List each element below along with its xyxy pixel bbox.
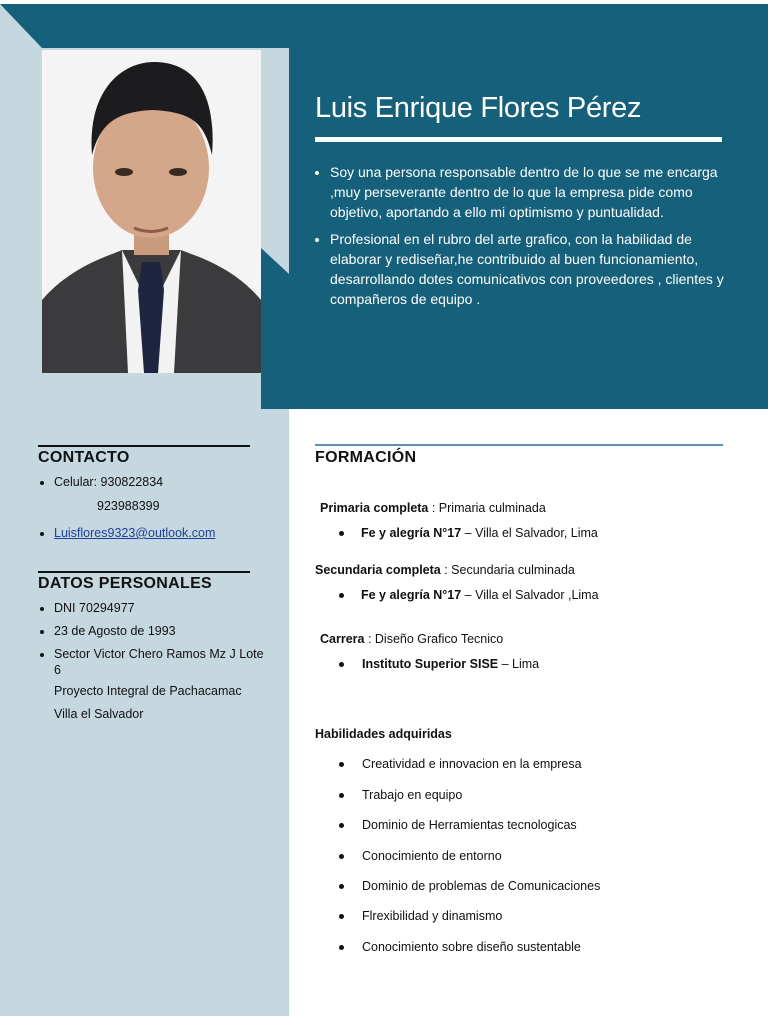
profile-summary <box>313 162 740 316</box>
profile-photo <box>42 50 261 373</box>
address-line-2: Proyecto Integral de Pachacamac <box>54 684 242 698</box>
personal-rule <box>38 571 250 573</box>
name-underline <box>315 137 722 142</box>
skill-item: Conocimiento sobre diseño sustentable <box>362 940 581 954</box>
secondary-place: – Villa el Salvador ,Lima <box>461 588 599 602</box>
skills-heading-text: Habilidades adquiridas <box>315 727 452 741</box>
bullet-dot <box>339 945 344 950</box>
portrait-image <box>42 50 261 373</box>
bullet-dot <box>339 593 344 598</box>
skills-heading <box>315 727 452 741</box>
secondary-school: Fe y alegría N°17 <box>361 588 462 602</box>
secondary-row <box>315 563 575 577</box>
bullet-dot <box>339 793 344 798</box>
bullet-dot <box>339 884 344 889</box>
dni-item: • DNI 70294977 <box>54 600 269 616</box>
email-link[interactable]: Luisflores9323@outlook.com <box>54 526 216 540</box>
skill-item: Dominio de Herramientas tecnologicas <box>362 818 577 832</box>
skill-item: Dominio de problemas de Comunicaciones <box>362 879 601 893</box>
career-label: Carrera <box>320 632 365 646</box>
profile-item: • Soy una persona responsable dentro de lo que se me encarga ,muy perseverante dentro de lo que la empresa pide como objetivo, aportando a ello mi optimismo y puntualidad. <box>330 162 740 222</box>
primary-value: : Primaria culminada <box>428 501 546 515</box>
career-row <box>320 632 503 646</box>
bullet-dot <box>339 823 344 828</box>
primary-row <box>320 501 546 515</box>
skill-item: Flrexibilidad y dinamismo <box>362 909 503 923</box>
skill-item: Conocimiento de entorno <box>362 849 502 863</box>
email-item <box>54 525 269 541</box>
phone-secondary: 923988399 <box>97 499 160 513</box>
career-place: – Lima <box>498 657 540 671</box>
secondary-value: : Secundaria culminada <box>440 563 575 577</box>
candidate-name: Luis Enrique Flores Pérez <box>315 92 642 124</box>
career-value: : Diseño Grafico Tecnico <box>364 632 504 646</box>
skill-item: Trabajo en equipo <box>362 788 463 802</box>
personal-heading: DATOS PERSONALES <box>38 575 213 592</box>
bullet-dot <box>339 854 344 859</box>
education-heading: FORMACIÓN <box>315 449 417 466</box>
bullet-dot <box>339 762 344 767</box>
address-line-3: Villa el Salvador <box>54 707 144 721</box>
contact-list <box>38 474 269 497</box>
primary-place: – Villa el Salvador, Lima <box>461 526 598 540</box>
phone-item: • Celular: 930822834 <box>54 474 269 490</box>
career-school-row <box>362 657 539 671</box>
profile-item: • Profesional en el rubro del arte grafico, con la habilidad de elaborar y rediseñar,he contribuido al buen funcionamiento, desarrollando dotes comunicativos con proveedores , clientes y compañeros de equipo . <box>330 229 740 309</box>
bullet-dot <box>339 531 344 536</box>
career-school: Instituto Superior SISE <box>362 657 499 671</box>
email-list <box>38 525 269 548</box>
primary-school: Fe y alegría N°17 <box>361 526 462 540</box>
contact-heading: CONTACTO <box>38 449 130 466</box>
education-rule <box>315 444 723 446</box>
primary-label: Primaria completa <box>320 501 429 515</box>
birth-item: • 23 de Agosto de 1993 <box>54 623 269 639</box>
primary-school-row <box>361 526 598 540</box>
secondary-label: Secundaria completa <box>315 563 441 577</box>
skill-item: Creatividad e innovacion en la empresa <box>362 757 582 771</box>
contact-rule <box>38 445 250 447</box>
secondary-school-row <box>361 588 599 602</box>
address-item: • Sector Victor Chero Ramos Mz J Lote 6 <box>54 646 269 678</box>
personal-list <box>38 600 269 685</box>
bullet-dot <box>339 914 344 919</box>
bullet-dot <box>339 662 344 667</box>
